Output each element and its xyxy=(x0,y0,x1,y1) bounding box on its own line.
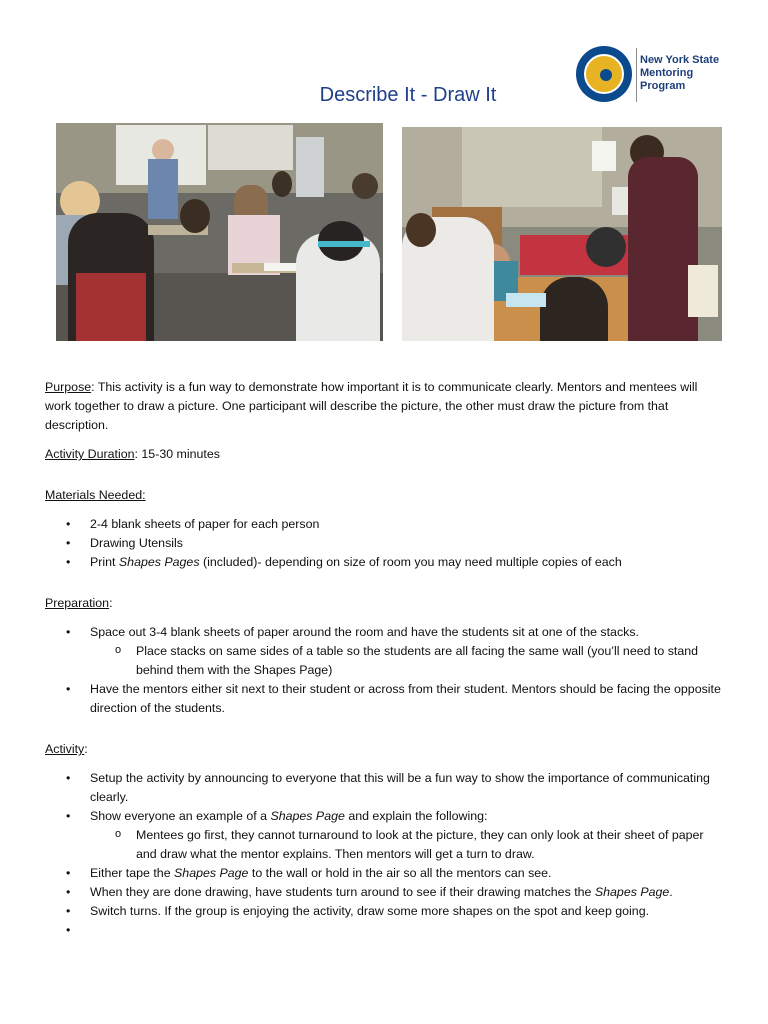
list-item: • Space out 3-4 blank sheets of paper around the room and have the students sit at one of the stacks. o Place stacks on same sides of a table so the students are all facing the same wall (you’ll need to stand behind them with the Shapes Page) xyxy=(45,623,725,680)
purpose-paragraph xyxy=(45,378,725,435)
classroom-students-drawing-photo xyxy=(56,123,383,341)
sub-list xyxy=(90,826,725,864)
list-item: • Drawing Utensils xyxy=(45,534,725,553)
logo-text: New York State Mentoring Program xyxy=(640,54,720,92)
duration-paragraph xyxy=(45,445,725,464)
duration-text: : 15-30 minutes xyxy=(134,447,220,461)
list-item: • Have the mentors either sit next to their student or across from their student. Mentors should be facing the opposite direction of the students. xyxy=(45,680,725,718)
activity-instructions xyxy=(45,378,725,940)
list-item: • Setup the activity by announcing to everyone that this will be a fun way to show the importance of communicating clearly. xyxy=(45,769,725,807)
mentor-holding-shapes-page-photo xyxy=(402,127,722,341)
list-item: • Print Shapes Pages (included)- depending on size of room you may need multiple copies of each xyxy=(45,553,725,572)
materials-list xyxy=(45,515,725,572)
activity-label: Activity xyxy=(45,742,85,756)
purpose-text: : This activity is a fun way to demonstrate how important it is to communicate clearly. Mentors and mentees will work together to draw a picture. One participant will describe the picture, the other must draw the picture from that description. xyxy=(45,380,698,432)
list-item: • 2-4 blank sheets of paper for each person xyxy=(45,515,725,534)
sub-list-item: o Place stacks on same sides of a table so the students are all facing the same wall (you’ll need to stand behind them with the Shapes Page) xyxy=(90,642,725,680)
sub-list xyxy=(90,642,725,680)
preparation-heading: Preparation: xyxy=(45,596,113,610)
list-item: • Switch turns. If the group is enjoying the activity, draw some more shapes on the spot and keep going. xyxy=(45,902,725,921)
page-title: Describe It - Draw It xyxy=(319,84,497,106)
activity-list xyxy=(45,769,725,940)
empty-list-item xyxy=(45,921,725,940)
preparation-label: Preparation xyxy=(45,596,110,610)
duration-label: Activity Duration xyxy=(45,447,135,461)
sub-list-item: o Mentees go first, they cannot turnaround to look at the picture, they can only look at their sheet of paper and draw what the mentor explains. Then mentors will get a turn to draw. xyxy=(90,826,725,864)
list-item: • Either tape the Shapes Page to the wall or hold in the air so all the mentors can see. xyxy=(45,864,725,883)
list-item: • Show everyone an example of a Shapes Page and explain the following: o Mentees go first, they cannot turnaround to look at the picture, they can only look at their sheet of paper and draw what the mentor explains. Then mentors will get a turn to draw. xyxy=(45,807,725,864)
list-item: • When they are done drawing, have students turn around to see if their drawing matches the Shapes Page. xyxy=(45,883,725,902)
activity-heading: Activity: xyxy=(45,742,88,756)
materials-heading xyxy=(45,486,725,505)
purpose-label: Purpose xyxy=(45,380,92,394)
preparation-list xyxy=(45,623,725,718)
materials-label: Materials Needed: xyxy=(45,488,146,502)
